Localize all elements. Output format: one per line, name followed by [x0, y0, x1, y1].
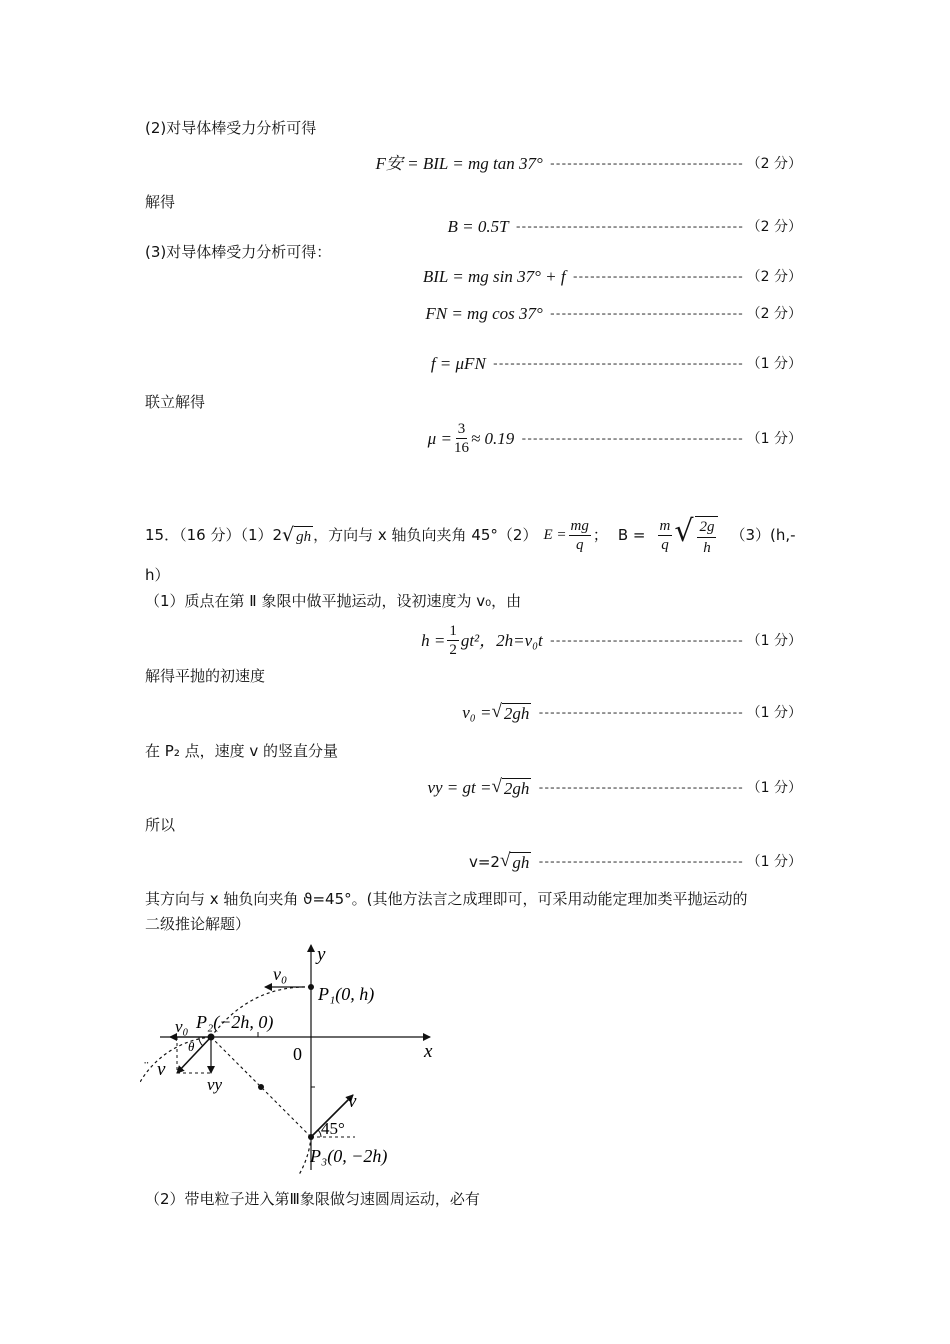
- score: （2 分）: [746, 219, 802, 235]
- score: （1 分）: [746, 430, 802, 447]
- s2-intro: （2）带电粒子进入第Ⅲ象限做匀速圆周运动，必有: [145, 1190, 480, 1208]
- B-sqrt: √ $\frac{2g}{h}$: [674, 512, 720, 558]
- score: （1 分）: [746, 704, 802, 721]
- equation-mu: [428, 420, 802, 457]
- dash-leader: ------------------------------------: [537, 854, 743, 869]
- denominator: q: [575, 536, 584, 553]
- equation-vy: [427, 776, 802, 799]
- p3-label: P₃(0, −2h): [310, 1146, 388, 1166]
- equation-v: [469, 850, 802, 873]
- equation-B: [448, 216, 802, 238]
- part3-intro: (3)对导体棒受力分析可得：: [145, 243, 332, 261]
- formula: BIL = mg sin 37° + f: [422, 267, 566, 286]
- score: （1 分）: [746, 356, 802, 372]
- fraction: [454, 420, 469, 457]
- direction-note-2: 二级推论解题）: [145, 915, 251, 933]
- circle-center: [258, 1084, 264, 1090]
- formula: FN = mg cos 37°: [425, 304, 543, 323]
- denominator: 2: [449, 642, 457, 658]
- p2-label: P₂(−2h, 0): [196, 1012, 274, 1032]
- score: （1 分）: [746, 779, 802, 796]
- x-axis-label: x: [424, 1041, 433, 1062]
- numerator: mg: [570, 517, 589, 534]
- sqrt-gh: √ gh: [282, 523, 312, 546]
- equation-friction: [431, 353, 802, 375]
- h-rhs: gt²，2h=v₀t: [460, 630, 543, 650]
- numerator: m: [659, 517, 671, 534]
- v-right-label: v: [348, 1091, 357, 1112]
- B-lhs: B =: [617, 526, 646, 544]
- v0-left-label: v₀: [175, 1017, 189, 1036]
- y-axis-label: y: [317, 944, 326, 965]
- radicand: 2gh: [503, 704, 530, 723]
- separator: ；: [592, 526, 608, 544]
- dash-leader: ------------------------------------: [537, 780, 743, 795]
- direction-note-1: 其方向与 x 轴负向夹角 ϑ=45°。(其他方法言之成理即可，可采用动能定理加类平抛运动的: [145, 890, 748, 908]
- equation-force: [375, 153, 802, 175]
- q15-direction: ，方向与 x 轴负向夹角 45°（2）: [313, 526, 538, 544]
- q15-head: 15．（16 分）（1）2: [145, 526, 283, 544]
- radicand: 2gh: [503, 779, 530, 798]
- numerator: 2g: [697, 517, 716, 538]
- theta-label: θ: [188, 1039, 195, 1054]
- equation-v0: [462, 701, 802, 724]
- equation-bil: [423, 266, 802, 288]
- mu-lhs: μ =: [427, 428, 452, 448]
- formula: v₀ =: [462, 702, 492, 722]
- sqrt: √ 2gh: [491, 701, 530, 723]
- stray-mark: ¨: [144, 1060, 149, 1075]
- part2-intro: (2)对导体棒受力分析可得: [145, 119, 317, 137]
- circle-arc: [140, 1037, 311, 1175]
- v0-label: 解得平抛的初速度: [145, 667, 266, 685]
- formula: B = 0.5T: [447, 217, 509, 236]
- dash-leader: ------------------------------: [571, 270, 743, 284]
- score: （2 分）: [746, 306, 802, 322]
- fraction: [447, 622, 459, 659]
- solve-label: 解得: [145, 193, 176, 211]
- denominator: h: [703, 540, 711, 556]
- numerator: 3: [457, 421, 466, 437]
- numerator: 1: [449, 623, 457, 639]
- formula: v=2: [468, 852, 500, 871]
- mu-rhs: ≈ 0.19: [470, 428, 515, 448]
- E-lhs: E =: [543, 527, 567, 543]
- denominator: q: [661, 536, 669, 553]
- score: （2 分）: [746, 269, 802, 285]
- s1-intro: （1）质点在第 Ⅱ 象限中做平抛运动，设初速度为 v₀，由: [145, 592, 522, 610]
- dash-leader: ----------------------------------: [548, 633, 743, 648]
- sqrt: √ 2gh: [491, 776, 530, 798]
- combine-label: 联立解得: [145, 393, 206, 411]
- radicand: gh: [294, 526, 313, 547]
- q15-wrap: h）: [145, 566, 170, 584]
- sqrt: √ gh: [499, 850, 530, 872]
- point-p1: [308, 984, 314, 990]
- dash-leader: ----------------------------------------: [514, 220, 743, 234]
- v0-top-label: v₀: [273, 964, 288, 984]
- so-label: 所以: [145, 816, 176, 834]
- score: （1 分）: [746, 853, 802, 870]
- q15-part3: （3）(h,-: [730, 526, 796, 544]
- radicand: gh: [512, 853, 530, 872]
- dash-leader: --------------------------------------------: [491, 357, 743, 371]
- score: （1 分）: [746, 632, 802, 649]
- v-left-label: v: [157, 1059, 166, 1080]
- h-lhs: h =: [421, 630, 446, 650]
- equation-h: [421, 622, 802, 659]
- denominator: 16: [453, 440, 469, 456]
- p1-label: P₁(0, h): [318, 984, 375, 1004]
- formula: f = μFN: [430, 354, 486, 373]
- vy-label: vy: [207, 1075, 223, 1094]
- dash-leader: ----------------------------------: [548, 307, 743, 321]
- E-fraction: [569, 517, 591, 554]
- formula: vy = gt =: [427, 777, 492, 797]
- formula: F安 = BIL = mg tan 37°: [375, 154, 543, 173]
- B-fraction: [658, 517, 673, 554]
- q15-header: [145, 512, 796, 558]
- equation-fn: [425, 303, 802, 325]
- p2-label: 在 P₂ 点，速度 v 的竖直分量: [145, 742, 339, 760]
- origin-label: 0: [293, 1044, 302, 1064]
- angle-label: 45°: [321, 1119, 345, 1138]
- dash-leader: ----------------------------------: [548, 157, 743, 171]
- score: （2 分）: [746, 156, 802, 172]
- dash-leader: ---------------------------------------: [520, 431, 743, 446]
- dash-leader: ------------------------------------: [537, 705, 743, 720]
- trajectory-diagram: [140, 940, 450, 1175]
- B-sqrt-fraction: [695, 516, 718, 558]
